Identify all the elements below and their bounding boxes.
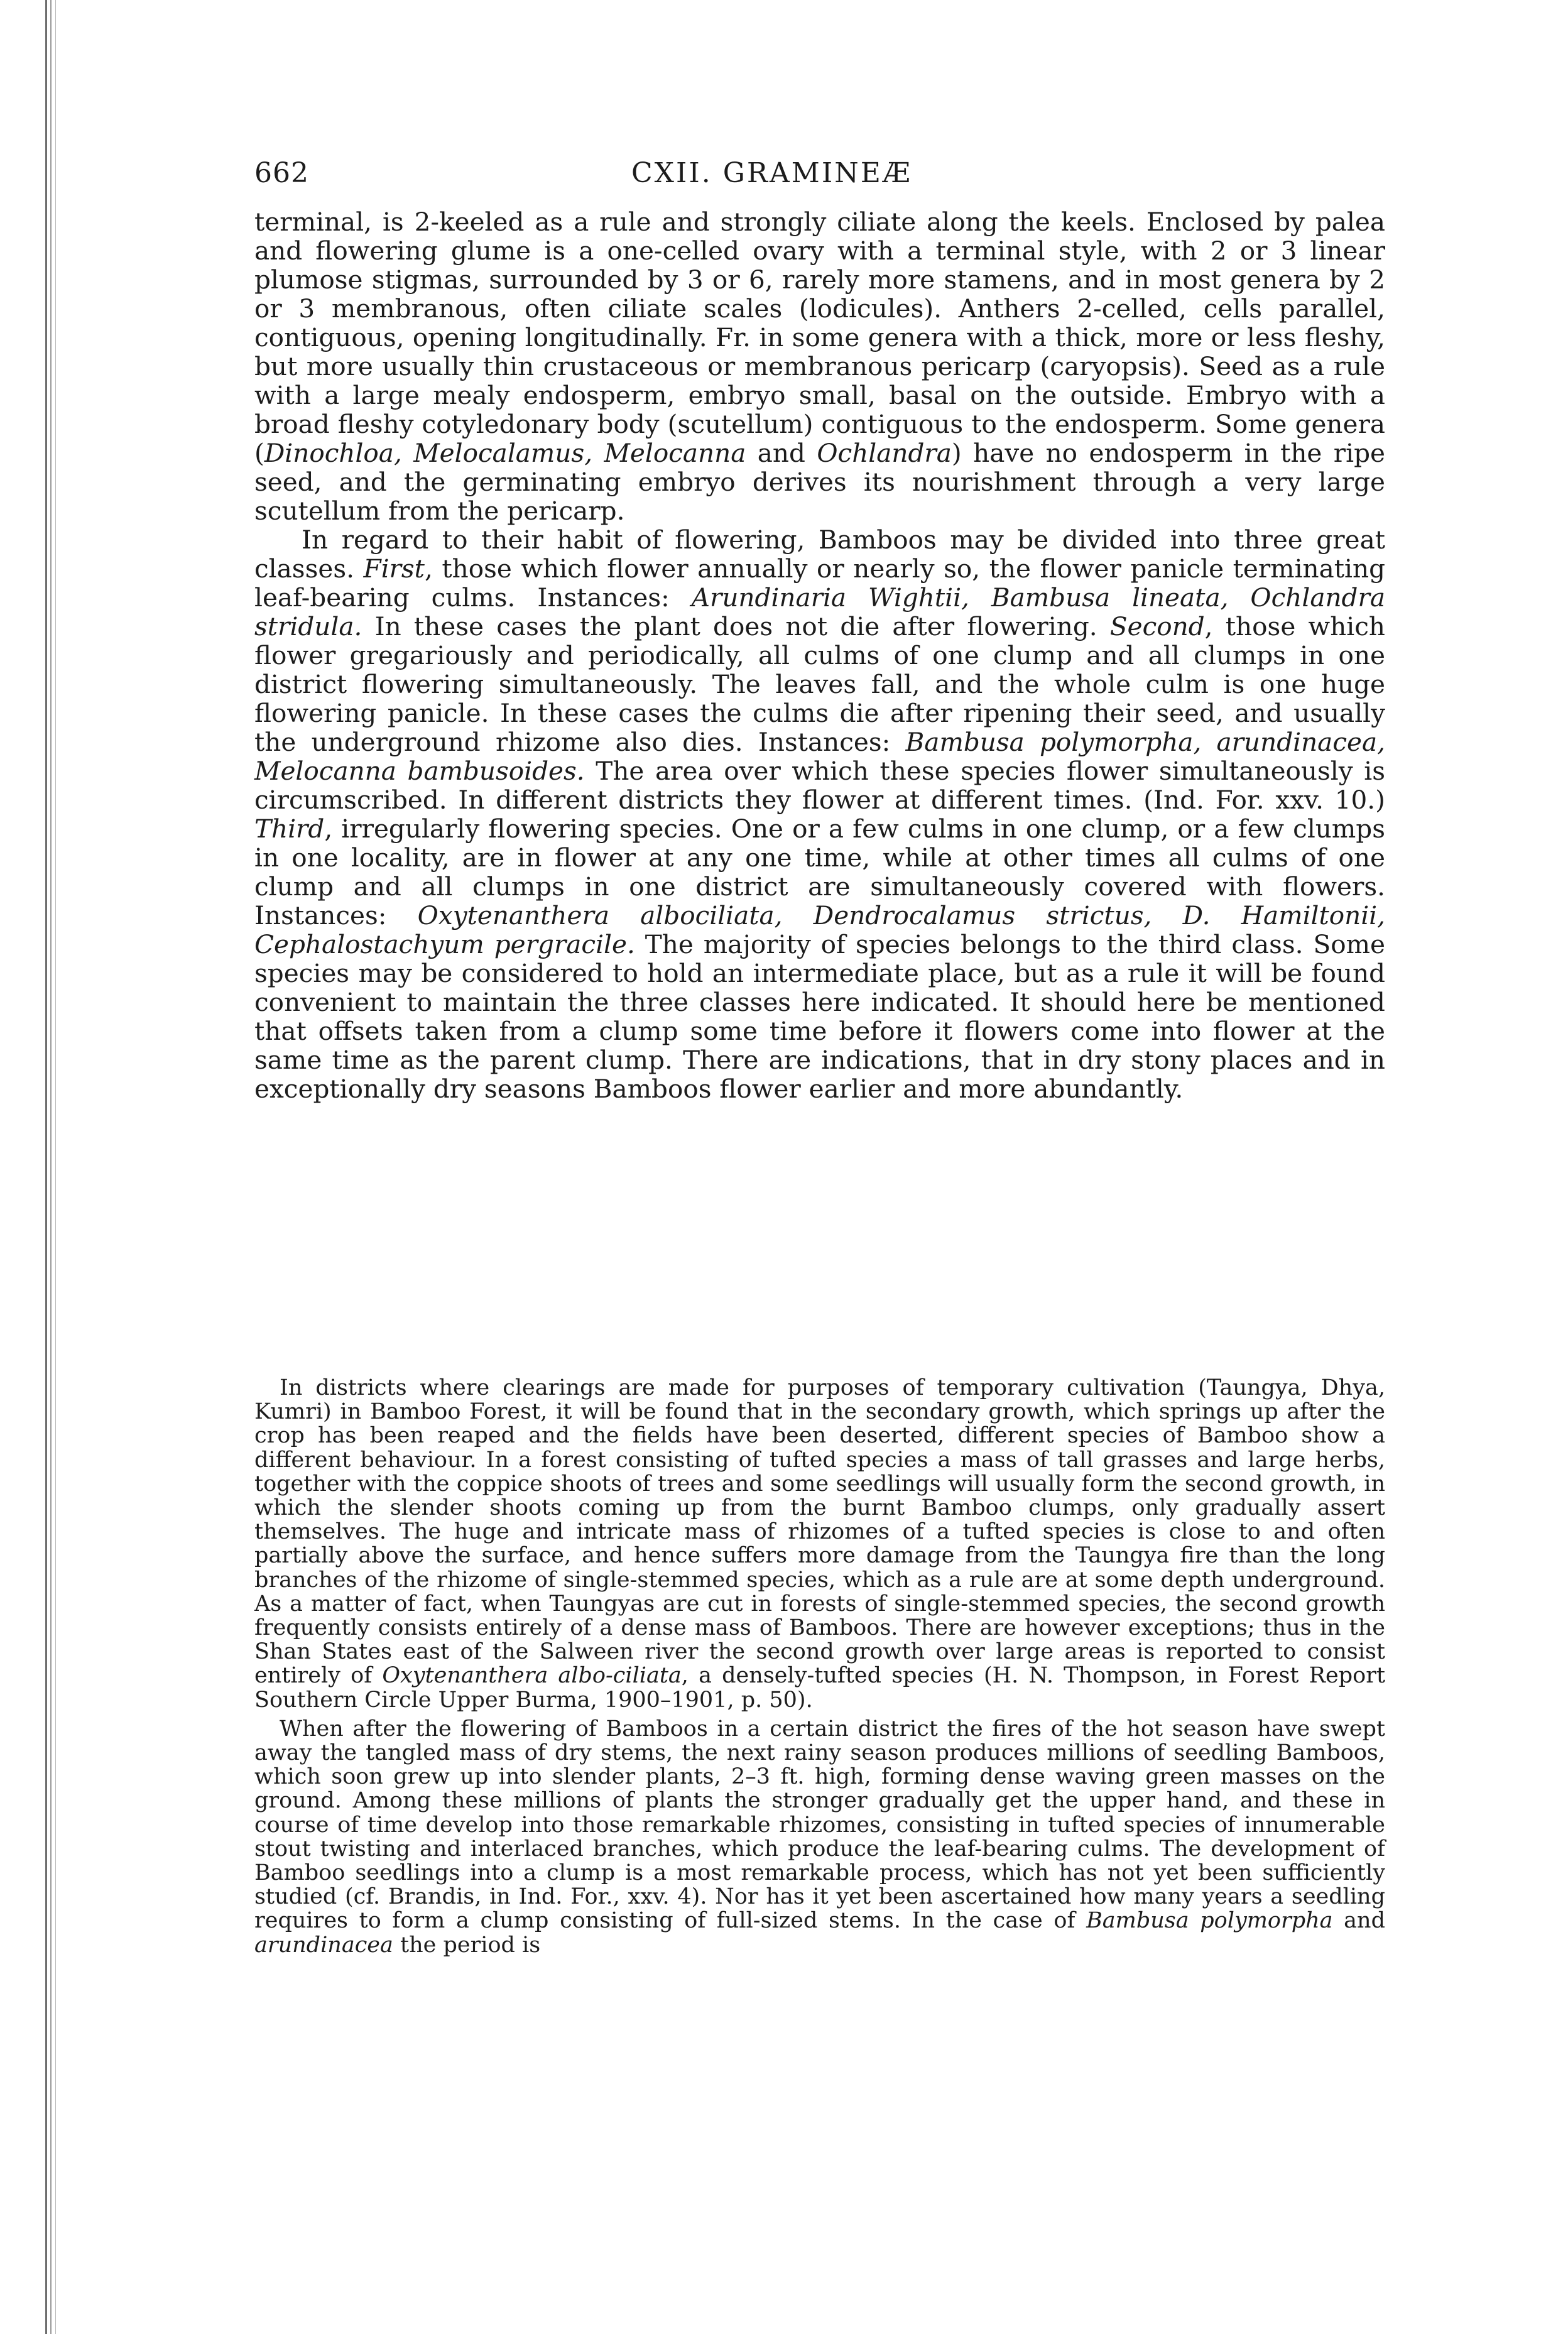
text-run: In districts where clearings are made for purposes of temporary cultivation (Taungya, Dhya, Kumri) in Bamboo Forest, it will be found that in the secondary growth, which springs up after the crop has been reaped and the fields have been deserted, different species of Bamboo show a different behaviour. In a forest consisting of tufted species a mass of tall grasses and large herbs, together with the coppice shoots of trees and some seedlings will usually form the second growth, in which the slender shoots coming up from the burnt Bamboo clumps, only gradually assert themselves. The huge and intricate mass of rhizomes of a tufted species is close to and often partially above the surface, and hence suffers more damage from the Taungya fire than the long branches of the rhizome of single-stemmed species, which as a rule are at some depth underground. As a matter of fact, when Taungyas are cut in forests of single-stemmed species, the second growth frequently consists entirely of a dense mass of Bamboos. There are however exceptions; thus in the Shan States east of the Salween river the second growth over large areas is reported to consist entirely of: [254, 1375, 1385, 1689]
text-run: ) have no endosperm in the ripe seed, and the germinating embryo derives its nourishment through a very large scutellum from the pericarp.: [254, 438, 1385, 526]
text-run: , a densely-tufted species (H. N. Thompson, in Forest Report Southern Circle Upper Burma, 1900–1901, p. 50).: [254, 1663, 1386, 1713]
text-run: When after the flowering of Bamboos in a certain district the fires of the hot season have swept away the tangled mass of dry stems, the next rainy season produces millions of seedling Bamboos, which soon grew up into slender plants, 2–3 ft. high, forming dense waving green masses on the ground. Among these millions of plants the stronger gradually get the upper hand, and these in course of time develop into those remarkable rhizomes, consisting in tufted species of innumerable stout twisting and interlaced branches, which produce the leaf-bearing culms. The development of Bamboo seedlings into a clump is a most remarkable process, which has not yet been sufficiently studied (cf. Brandis, in Ind. For., xxv. 4). Nor has it yet been ascertained how many years a seedling requires to form a clump consisting of full-sized stems. In the case of: [254, 1716, 1385, 1934]
page-number: 662: [254, 157, 309, 189]
text-run: the period is: [393, 1932, 541, 1958]
binding-edge-line: [45, 0, 47, 2334]
running-title: CXII. GRAMINEÆ: [631, 157, 912, 189]
small-paragraph-2: [254, 1717, 1385, 1957]
italic-run: Oxytenanthera albociliata, Dendrocalamus strictus, D. Hamiltonii, Cephalostachyum pergracile.: [254, 900, 1385, 959]
italic-run: Arundinaria Wightii, Bambusa lineata, Ochlandra stridula.: [254, 582, 1385, 641]
italic-run: Oxytenanthera albo-ciliata: [382, 1663, 682, 1689]
text-run: The area over which these species flower simultaneously is circumscribed. In different districts they flower at different times. (Ind. For. xxv. 10.): [254, 756, 1385, 815]
text-run: , those which flower gregariously and periodically, all culms of one clump and all clumps in one district flowering simultaneously. The leaves fall, and the whole culm is one huge flowering panicle. In these cases the culms die after ripening their seed, and usually the underground rhizome also dies. Instances:: [254, 611, 1385, 757]
page-header: [254, 157, 1385, 201]
paragraph-1: [254, 207, 1385, 525]
italic-run: Second: [1109, 611, 1205, 641]
italic-run: Bambusa polymorpha, arundinacea, Melocanna bambusoides.: [254, 727, 1385, 786]
binding-edge-line: [55, 0, 56, 2334]
italic-run: Third: [254, 814, 325, 844]
paragraph-2: [254, 525, 1385, 1103]
text-run: and: [1332, 1908, 1385, 1934]
small-print-section: [254, 1376, 1385, 1957]
text-run: The majority of species belongs to the third class. Some species may be considered to hold an intermediate place, but as a rule it will be found convenient to maintain the three classes here indicated. It should here be mentioned that offsets taken from a clump some time before it flowers come into flower at the same time as the parent clump. There are indications, that in dry stony places and in exceptionally dry seasons Bamboos flower earlier and more abundantly.: [254, 929, 1385, 1104]
italic-run: Ochlandra: [817, 438, 952, 468]
italic-run: Dinochloa, Melocalamus, Melocanna: [264, 438, 746, 468]
italic-run: arundinacea: [254, 1932, 393, 1958]
text-run: , irregularly flowering species. One or a few culms in one clump, or a few clumps in one locality, are in flower at any one time, while at other times all culms of one clump and all clumps in one district are simultaneously covered with flowers. Instances:: [254, 814, 1385, 930]
text-run: terminal, is 2-keeled as a rule and strongly ciliate along the keels. Enclosed by palea and flowering glume is a one-celled ovary with a terminal style, with 2 or 3 linear plumose stigmas, surrounded by 3 or 6, rarely more stamens, and in most genera by 2 or 3 membranous, often ciliate scales (lodicules). Anthers 2-celled, cells parallel, contiguous, opening longitudinally. Fr. in some genera with a thick, more or less fleshy, but more usually thin crustaceous or membranous pericarp (caryopsis). Seed as a rule with a large mealy endosperm, embryo small, basal on the outside. Embryo with a broad fleshy cotyledonary body (scutellum) contiguous to the endosperm. Some genera (: [254, 207, 1385, 468]
text-run: and: [746, 438, 817, 468]
small-paragraph-1: [254, 1376, 1385, 1712]
italic-run: Bambusa polymorpha: [1086, 1908, 1333, 1934]
text-run: In these cases the plant does not die after flowering.: [362, 611, 1110, 641]
text-run: In regard to their habit of flowering, Bamboos may be divided into three great classes.: [254, 525, 1385, 584]
italic-run: First: [363, 554, 425, 584]
main-text: [254, 207, 1385, 1103]
binding-edge-line: [50, 0, 52, 2334]
text-run: , those which flower annually or nearly so, the flower panicle terminating leaf-bearing culms. Instances:: [254, 554, 1385, 613]
